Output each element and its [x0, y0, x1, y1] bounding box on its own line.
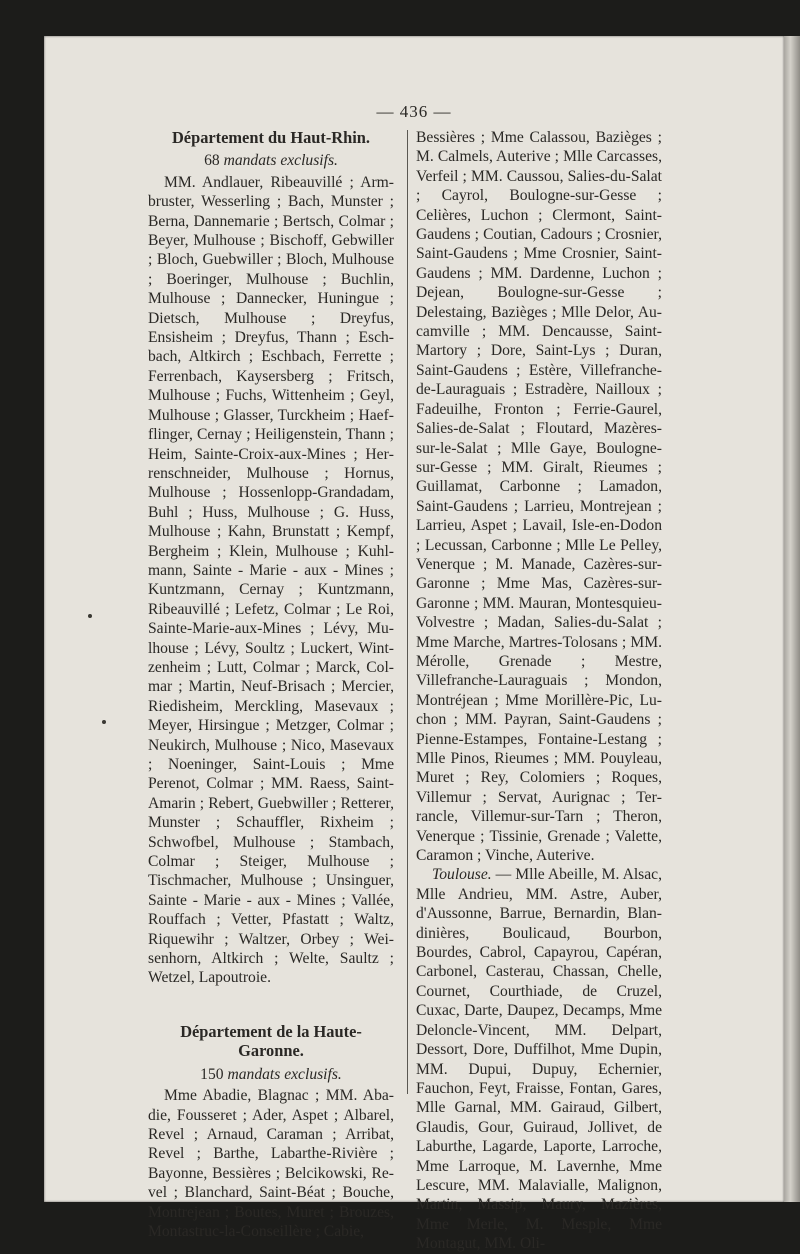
adjacent-page-edge	[784, 36, 800, 1202]
right-column	[416, 128, 662, 1254]
left-column	[148, 128, 394, 1241]
mandates-count-haut-rhin	[148, 151, 394, 170]
mandates-label: mandats exclusifs.	[223, 152, 338, 170]
mandates-number: 150	[200, 1065, 224, 1083]
ink-speck	[102, 720, 106, 724]
haute-garonne-list-start: Mme Abadie, Blagnac ; MM. Abadie, Fousseret ; Ader, Aspet ; Albarel, Revel ; Arnaud, Caraman ; Arribat, Revel ; Barthe, Labarthe-Rivière ; Bayonne, Bessières ; Belcikowski, Revel ; Blanchard, Saint-Béat ; Bouche, Montrejean ; Boutes, Muret ; Brouzes, Montastruc-la-Conseillère ; Cabie,	[148, 1087, 394, 1240]
haut-rhin-list: MM. Andlauer, Ribeauvillé ; Armbruster, Wesserling ; Bach, Munster ; Berna, Dannemarie ; Bertsch, Colmar ; Beyer, Mulhouse ; Bischoff, Gebwiller ; Bloch, Guebwiller ; Bloch, Mulhouse ; Boeringer, Mulhouse ; Buchlin, Mulhouse ; Dannecker, Huningue ; Dietsch, Mulhouse ; Dreyfus, Ensisheim ; Dreyfus, Thann ; Eschbach, Altkirch ; Eschbach, Ferrette ; Ferrenbach, Kaysersberg ; Fritsch, Mulhouse ; Fuchs, Wittenheim ; Geyl, Mulhouse ; Glasser, Turckheim ; Haefflinger, Cernay ; Heiligenstein, Thann ; Heim, Sainte-Croix-aux-Mines ; Herrenschneider, Mulhouse ; Hornus, Mulhouse ; Hossenlopp-Grandadam, Buhl ; Huss, Mulhouse ; G. Huss, Mulhouse ; Kahn, Brunstatt ; Kempf, Bergheim ; Klein, Mulhouse ; Kuhlmann, Sainte - Marie - aux - Mines ; Kuntzmann, Cernay ; Kuntzmann, Ribeauvillé ; Lefetz, Colmar ; Le Roi, Sainte-Marie-aux-Mines ; Lévy, Mulhouse ; Lévy, Soultz ; Luckert, Wintzenheim ; Lutt, Colmar ; Marck, Colmar ; Martin, Neuf-Brisach ; Mercier, Riedisheim, Merckling, Masevaux ; Meyer, Hirsingue ; Metzger, Colmar ; Neukirch, Mulhouse ; Nico, Masevaux ; Noeninger, Saint-Louis ; Mme Perenot, Colmar ; MM. Raess, Saint-Amarin ; Rebert, Guebwiller ; Retterer, Munster ; Schauffler, Rixheim ; Schwofbel, Mulhouse ; Stambach, Colmar ; Steiger, Mulhouse ; Tischmacher, Mulhouse ; Unsinguer, Sainte - Marie - aux - Mines ; Vallée, Rouffach ; Vetter, Pfastatt ; Waltz, Riquewihr ; Waltzer, Orbey ; Weisenhorn, Altkirch ; Welte, Saultz ; Wetzel, Lapoutroie.	[148, 173, 394, 987]
section-heading-haute-garonne: Département de la Haute-Garonne.	[180, 1021, 362, 1061]
section-heading-haut-rhin: Département du Haut-Rhin.	[171, 128, 371, 147]
haute-garonne-list-continued: Bessières ; Mme Calassou, Bazièges ; M. Calmels, Auterive ; Mlle Carcasses, Verfeil ; MM. Caussou, Salies-du-Salat ; Cayrol, Boulogne-sur-Gesse ; Celières, Luchon ; Clermont, Saint-Gaudens ; Coutian, Cadours ; Crosnier, Saint-Gaudens ; Mme Crosnier, Saint-Gaudens ; MM. Dardenne, Luchon ; Dejean, Boulogne-sur-Gesse ; Delestaing, Bazièges ; Mlle Delor, Aucamville ; MM. Dencausse, Saint-Martory ; Dore, Saint-Lys ; Duran, Saint-Gaudens ; Estère, Villefranche-de-Lauraguais ; Estradère, Nailloux ; Fadeuilhe, Fronton ; Ferrie-Gaurel, Salies-de-Salat ; Floutard, Mazères-sur-le-Salat ; Mlle Gaye, Boulogne-sur-Gesse ; MM. Giralt, Rieumes ; Guillamat, Carbonne ; Lamadon, Saint-Gaudens ; Larrieu, Montrejean ; Larrieu, Aspet ; Lavail, Isle-en-Dodon ; Lecussan, Carbonne ; Mlle Le Pelley, Venerque ; M. Manade, Cazères-sur-Garonne ; Mme Mas, Cazères-sur-Garonne ; MM. Mauran, Montesquieu-Volvestre ; Madan, Salies-du-Salat ; Mme Marche, Martres-Tolosans ; MM. Mérolle, Grenade ; Mestre, Villefranche-Lauraguais ; Mondon, Montréjean ; Mme Morillère-Pic, Luchon ; MM. Payran, Saint-Gaudens ; Pienne-Estampes, Fontaine-Lestang ; Mlle Pinos, Rieumes ; MM. Pouyleau, Muret ; Rey, Colomiers ; Roques, Villemur ; Servat, Aurignac ; Terrancle, Villemur-sur-Tarn ; Theron, Venerque ; Tissinie, Grenade ; Valette, Caramon ; Vinche, Auterive.	[416, 129, 662, 865]
mandates-number: 68	[204, 152, 220, 170]
book-page	[44, 36, 784, 1253]
column-divider	[407, 130, 408, 1094]
mandates-label: mandats exclusifs.	[227, 1065, 342, 1083]
page-number: — 436 —	[376, 102, 452, 121]
toulouse-paragraph	[416, 865, 662, 1253]
mandates-count-haute-garonne	[148, 1065, 394, 1084]
toulouse-label: Toulouse.	[432, 866, 492, 884]
ink-speck	[88, 614, 92, 618]
toulouse-list: — Mlle Abeille, M. Alsac, Mlle Andrieu, MM. Astre, Auber, d'Aussonne, Barrue, Bernardin, Blandinières, Boulicaud, Bourbon, Bourdes, Cabrol, Capayrou, Capéran, Carbonel, Casterau, Chassan, Chelle, Cournet, Courthiade, de Cruzel, Cuxac, Darte, Daupez, Decamps, Mme Deloncle-Vincent, MM. Delpart, Dessort, Dore, Duffilhot, Mme Dupin, MM. Dupui, Dupuy, Echernier, Fauchon, Feyt, Fraisse, Fontan, Gares, Mlle Garnal, MM. Gairaud, Gilbert, Glaudis, Gour, Guiraud, Jollivet, de Laburthe, Lagarde, Laporte, Larroche, Mme Larroque, M. Lavernhe, Mme Lescure, MM. Malavialle, Malignon, Martin, Massip, Maury, Mazières, Mme Merle, M. Mesple, Mme Montagut, MM. Oli-	[416, 866, 662, 1253]
